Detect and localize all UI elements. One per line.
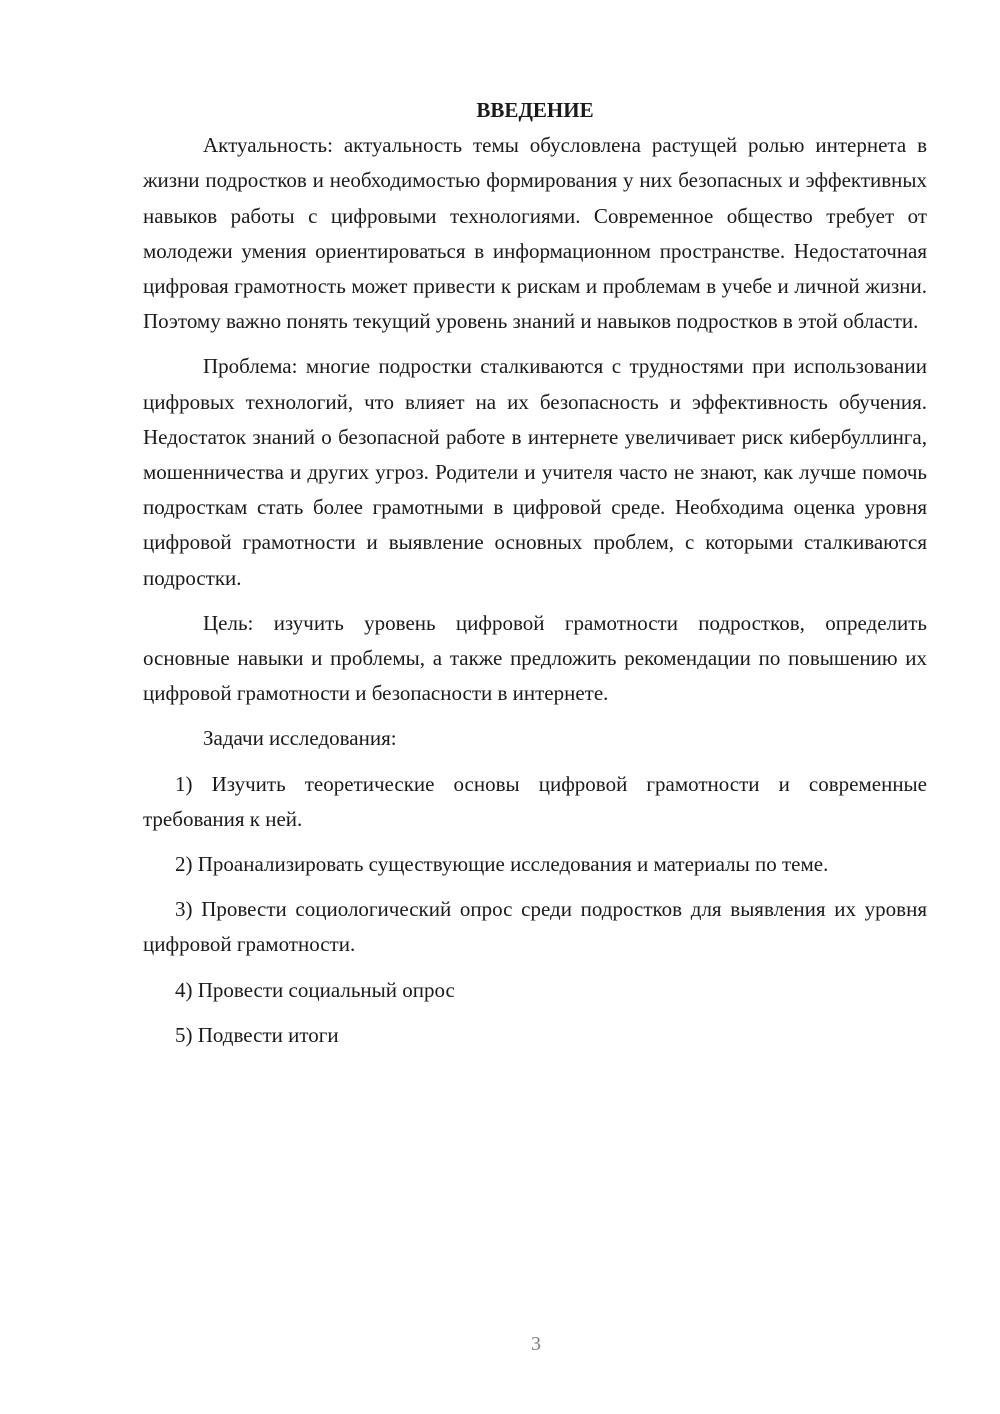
tasks-label: Задачи исследования: xyxy=(203,726,397,751)
task-item: 5) Подвести итоги xyxy=(175,1022,339,1047)
task-item: 1) Изучить теоретические основы цифровой грамотности и современные требования к ней. xyxy=(143,771,927,831)
goal-paragraph: Цель: изучить уровень цифровой грамотности подростков, определить основные навыки и проблемы, а также предложить рекомендации по повышению их цифровой грамотности и безопасности в интернете. xyxy=(143,610,927,706)
problem-paragraph: Проблема: многие подростки сталкиваются с трудностями при использовании цифровых технологий, что влияет на их безопасность и эффективность обучения. Недостаток знаний о безопасной работе в интернете увеличивает риск кибербуллинга, мошенничества и других угроз. Родители и учителя часто не знают, как лучше помочь подросткам стать более грамотными в цифровой среде. Необходима оценка уровня цифровой грамотности и выявление основных проблем, с которыми сталкиваются подростки. xyxy=(143,354,927,590)
page-number: 3 xyxy=(531,1333,541,1355)
section-heading: ВВЕДЕНИЕ xyxy=(476,98,594,122)
relevance-paragraph: Актуальность: актуальность темы обусловлена растущей ролью интернета в жизни подростков и необходимостью формирования у них безопасных и эффективных навыков работы с цифровыми технологиями. Современное общество требует от молодежи умения ориентироваться в информационном пространстве. Недостаточная цифровая грамотность может привести к рискам и проблемам в учебе и личной жизни. Поэтому важно понять текущий уровень знаний и навыков подростков в этой области. xyxy=(143,133,927,334)
task-item: 2) Проанализировать существующие исследования и материалы по теме. xyxy=(175,852,829,877)
page-content xyxy=(143,93,927,1063)
task-item: 4) Провести социальный опрос xyxy=(175,977,455,1002)
task-item: 3) Провести социологический опрос среди подростков для выявления их уровня цифровой грамотности. xyxy=(143,897,927,957)
